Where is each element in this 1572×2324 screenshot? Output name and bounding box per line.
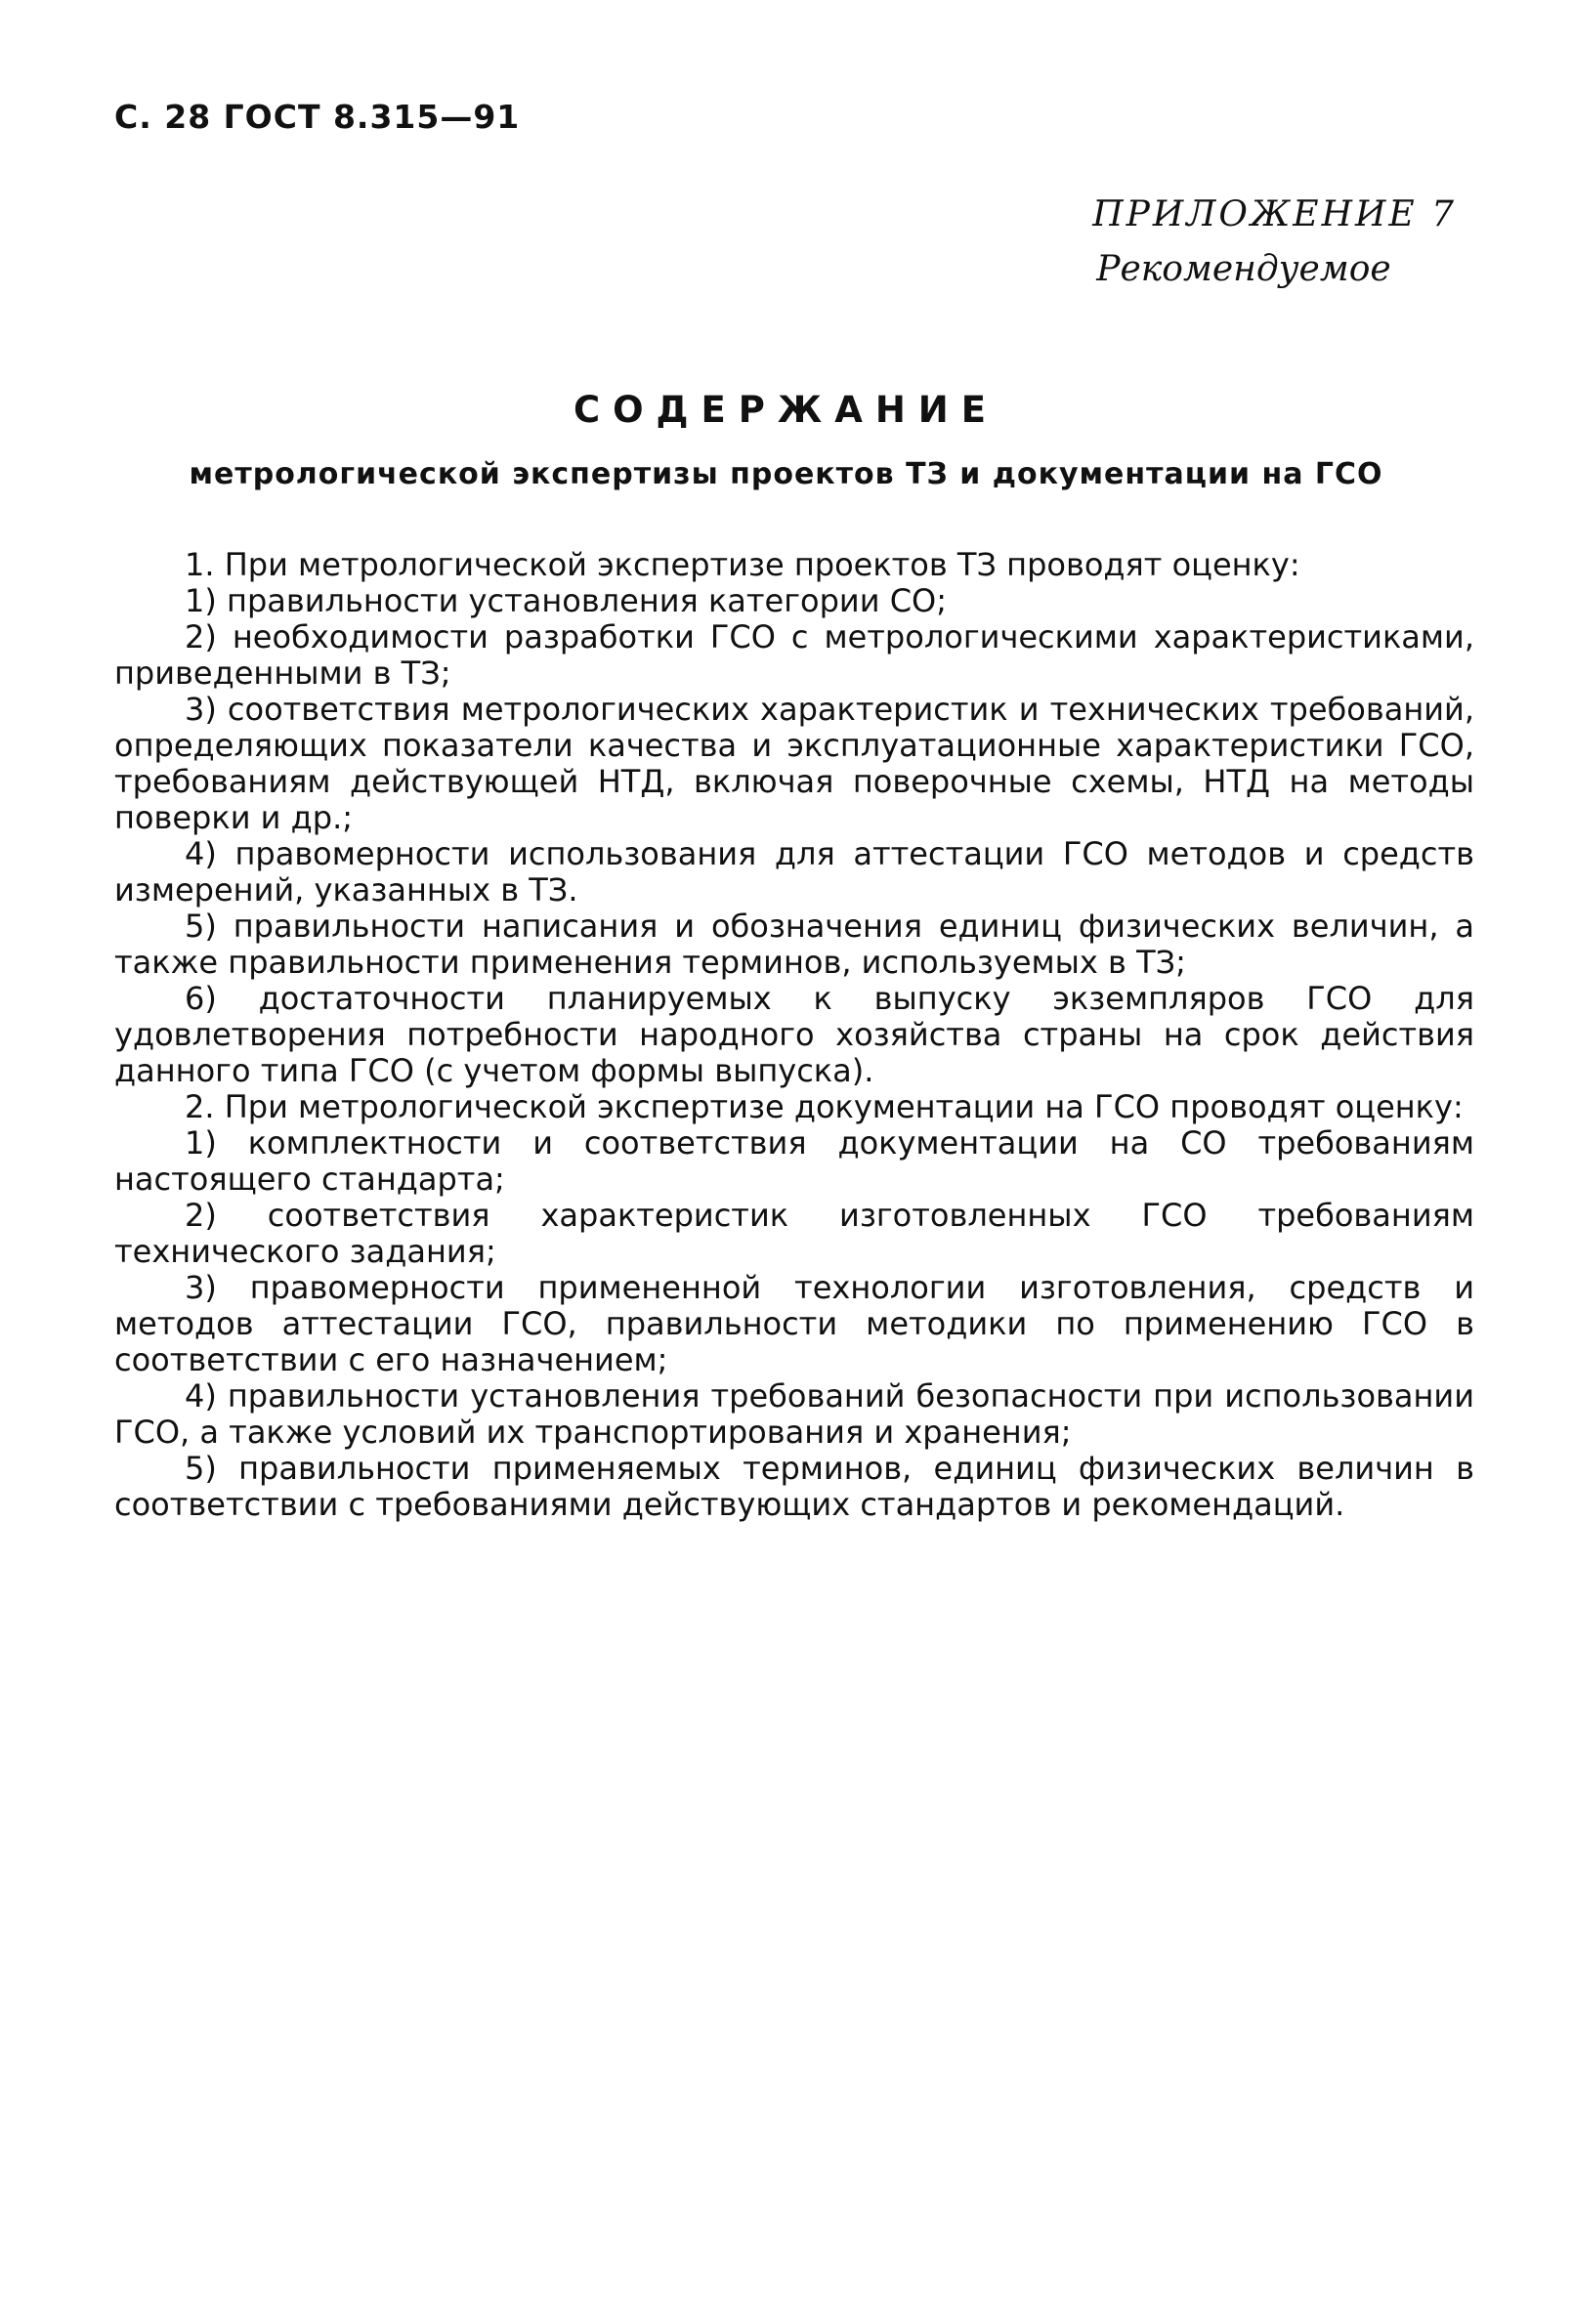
list-item: 3) правомерности примененной технологии изготовления, средств и методов аттестации ГСО, правильности методики по применению ГСО в соответствии с его назначением;: [114, 1269, 1474, 1378]
appendix-status: Рекомендуемое: [1096, 249, 1391, 289]
document-subtitle: метрологической экспертизы проектов ТЗ и документации на ГСО: [189, 457, 1383, 491]
list-item: 1) правильности установления категории СО;: [185, 582, 947, 619]
list-item: 3) соответствия метрологических характеристик и технических требований, определяющих показатели качества и эксплуатационные характеристики ГСО, требованиям действующей НТД, включая поверочные схемы, НТД на методы поверки и др.;: [114, 691, 1474, 836]
list-item: 1) комплектности и соответствия документации на СО требованиям настоящего стандарта;: [114, 1124, 1474, 1198]
list-item: 4) правильности установления требований безопасности при использовании ГСО, а также условий их транспортирования и хранения;: [114, 1377, 1474, 1451]
list-item: 4) правомерности использования для аттестации ГСО методов и средств измерений, указанных в ТЗ.: [114, 835, 1474, 908]
document-title: СОДЕРЖАНИЕ: [573, 389, 999, 431]
list-item: 2) соответствия характеристик изготовленных ГСО требованиям технического задания;: [114, 1197, 1474, 1270]
list-item: 5) правильности применяемых терминов, единиц физических величин в соответствии с требованиями действующих стандартов и рекомендаций.: [114, 1450, 1474, 1523]
appendix-label: ПРИЛОЖЕНИЕ 7: [1092, 194, 1457, 234]
list-item: 2) необходимости разработки ГСО с метрологическими характеристиками, приведенными в ТЗ;: [114, 618, 1474, 692]
list-item: 5) правильности написания и обозначения единиц физических величин, а также правильности применения терминов, используемых в ТЗ;: [114, 908, 1474, 981]
section-1-intro: 1. При метрологической экспертизе проектов ТЗ проводят оценку:: [185, 546, 1300, 583]
list-item: 6) достаточности планируемых к выпуску экземпляров ГСО для удовлетворения потребности народного хозяйства страны на срок действия данного типа ГСО (с учетом формы выпуска).: [114, 980, 1474, 1089]
section-2-intro: 2. При метрологической экспертизе документации на ГСО проводят оценку:: [185, 1088, 1464, 1125]
document-body: [114, 547, 1474, 1523]
appendix-block: [1092, 188, 1457, 297]
page-header: С. 28 ГОСТ 8.315—91: [114, 98, 521, 136]
